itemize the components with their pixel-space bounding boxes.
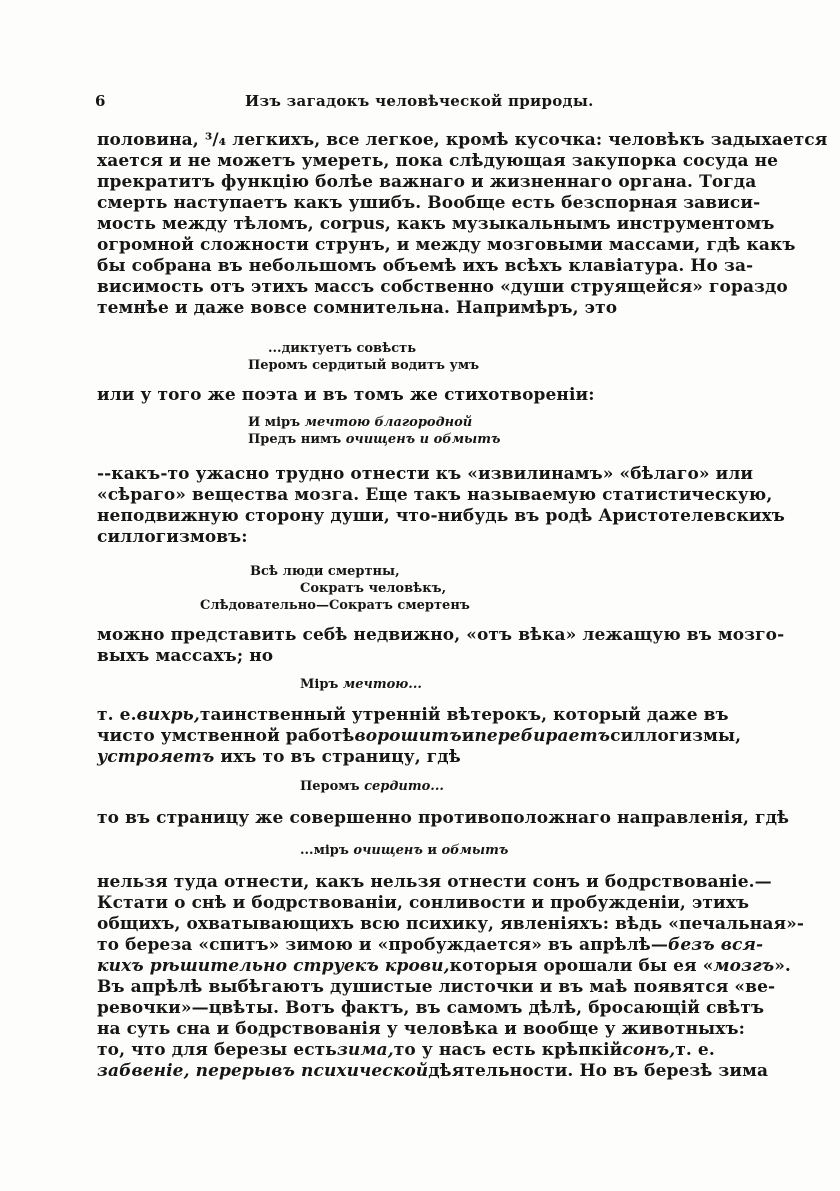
text-run: то береза «спитъ» зимою и «пробуждается» въ апрѣлѣ— — [97, 935, 668, 955]
text-italic: ворошитъ — [354, 726, 462, 746]
verse-text: И міръ — [248, 415, 301, 430]
verse-quote-6 — [300, 842, 508, 859]
text-run: и — [461, 726, 475, 746]
text-line — [97, 747, 706, 768]
text-run-part: которыя орошали бы ея « — [449, 956, 714, 976]
verse-line — [300, 676, 422, 693]
text-line: бы собрана въ небольшомъ объемѣ ихъ всѣхъ клавіатура. Но за- — [97, 256, 754, 276]
verse-quote-4 — [300, 676, 422, 693]
text-line: смерть наступаетъ какъ ушибъ. Вообще есть безспорная зависи- — [97, 193, 761, 213]
verse-text: и — [427, 843, 437, 858]
text-line: неподвижную сторону души, что-нибудь въ родѣ Аристотелевскихъ — [97, 506, 785, 526]
paragraph-4 — [97, 625, 785, 667]
text-line: --какъ-то ужасно трудно отнести къ «извилинамъ» «бѣлаго» или — [97, 464, 754, 484]
text-run: то у насъ есть крѣпкій — [393, 1040, 623, 1060]
text-line — [97, 956, 791, 977]
text-line: темнѣе и даже вовсе сомнительна. Напримѣръ, это — [97, 298, 618, 318]
verse-italic: обмытъ — [441, 843, 509, 858]
text-line: Въ апрѣлѣ выбѣгаютъ душистые листочки и въ маѣ появятся «ве- — [97, 977, 776, 997]
syllogism-verse — [200, 563, 470, 614]
text-line: ревочки»—цвѣты. Вотъ фактъ, въ самомъ дѣлѣ, бросающій свѣтъ — [97, 998, 765, 1018]
text-run: т. е. — [675, 1040, 715, 1060]
verse-italic: очищенъ — [353, 843, 423, 858]
paragraph-6 — [97, 808, 790, 829]
text-italic: сонъ, — [622, 1040, 676, 1060]
verse-line — [248, 414, 500, 431]
text-italic: кихъ рѣшительно струекъ крови, — [97, 956, 450, 976]
text-run: дѣятельности. Но въ березѣ зима — [428, 1061, 769, 1081]
text-line: хается и не можетъ умереть, пока слѣдующая закупорка сосуда не — [97, 151, 779, 171]
verse-line: Сократъ человѣкъ, — [300, 581, 447, 596]
text-italic: устрояетъ — [97, 747, 215, 767]
verse-quote-1 — [248, 340, 479, 374]
verse-italic: очищенъ и обмытъ — [345, 432, 501, 447]
text-italic: безъ вся- — [667, 935, 764, 955]
verse-line — [248, 431, 500, 448]
verse-line: Слѣдовательно—Сократъ смертенъ — [200, 598, 470, 613]
text-line: огромной сложности струнъ, и между мозговыми массами, гдѣ какъ — [97, 235, 796, 255]
text-italic: вихрь, — [136, 705, 200, 725]
text-run: чисто умственной работѣ — [97, 726, 355, 746]
text-line: прекратитъ функцію болѣе важнаго и жизненнаго органа. Тогда — [97, 172, 757, 192]
text-line: Кстати о снѣ и бодрствованіи, сонливости и пробужденіи, этихъ — [97, 893, 750, 913]
text-run: т. е. — [97, 705, 137, 725]
paragraph-1 — [97, 130, 828, 319]
running-title: Изъ загадокъ человѣческой природы. — [245, 92, 594, 110]
verse-italic: мечтою... — [342, 677, 422, 692]
text-line — [97, 1040, 715, 1061]
page-header — [95, 92, 715, 116]
text-run: ихъ то въ страницу, гдѣ — [220, 747, 461, 767]
text-run — [450, 956, 791, 977]
paragraph-2 — [97, 385, 706, 406]
text-line: выхъ массахъ; но — [97, 646, 274, 666]
verse-text: ...міръ — [300, 843, 349, 858]
text-italic: перебираетъ — [474, 726, 611, 746]
verse-text: Міръ — [300, 677, 339, 692]
verse-text: Предъ нимъ — [248, 432, 342, 447]
text-line: или у того же поэта и въ томъ же стихотвореніи: — [97, 385, 595, 405]
text-line: висимость отъ этихъ массъ собственно «души струящейся» гораздо — [97, 277, 788, 297]
text-line — [97, 726, 742, 747]
text-line: общихъ, охватывающихъ всю психику, явленіяхъ: вѣдь «печальная»- — [97, 914, 805, 934]
text-italic: зима, — [336, 1040, 394, 1060]
verse-line: Всѣ люди смертны, — [250, 564, 400, 579]
text-line: нельзя туда отнести, какъ нельзя отнести сонъ и бодрствованіе.— — [97, 872, 772, 892]
paragraph-7 — [97, 872, 805, 1082]
verse-line: ...диктуетъ совѣсть — [268, 341, 417, 356]
text-line: «сѣраго» вещества мозга. Еще такъ называемую статистическую, — [97, 485, 773, 505]
verse-line: Перомъ сердитый водитъ умъ — [248, 358, 480, 373]
text-run-part: ». — [774, 956, 791, 976]
verse-line — [300, 842, 508, 859]
text-run: силлогизмы, — [610, 726, 742, 746]
text-line — [97, 705, 729, 726]
text-line: мость между тѣломъ, corpus, какъ музыкальнымъ инструментомъ — [97, 214, 775, 234]
text-line — [97, 1061, 769, 1082]
text-run: таинственный утренній вѣтерокъ, который даже въ — [199, 705, 729, 725]
text-line: на суть сна и бодрствованія у человѣка и вообще у животныхъ: — [97, 1019, 746, 1039]
paragraph-3 — [97, 464, 785, 548]
text-line — [97, 935, 764, 956]
verse-quote-2 — [248, 414, 500, 448]
text-italic: забвеніе, перерывъ психической — [97, 1061, 429, 1081]
paragraph-5 — [97, 705, 742, 768]
text-italic: мозгъ — [713, 956, 775, 976]
verse-text: Перомъ — [300, 779, 360, 794]
text-run: то, что для березы есть — [97, 1040, 337, 1060]
verse-line — [300, 778, 444, 795]
text-line: половина, ³/₄ легкихъ, все легкое, кромѣ кусочка: человѣкъ задыхается — [97, 130, 828, 150]
verse-italic: мечтою благородной — [304, 415, 473, 430]
verse-quote-5 — [300, 778, 444, 795]
text-line: то въ страницу же совершенно противоположнаго направленія, гдѣ — [97, 808, 790, 828]
text-line: можно представить себѣ недвижно, «отъ вѣка» лежащую въ мозго- — [97, 625, 785, 645]
text-line: силлогизмовъ: — [97, 527, 248, 547]
verse-italic: сердито... — [364, 779, 444, 794]
page-number: 6 — [95, 92, 106, 110]
